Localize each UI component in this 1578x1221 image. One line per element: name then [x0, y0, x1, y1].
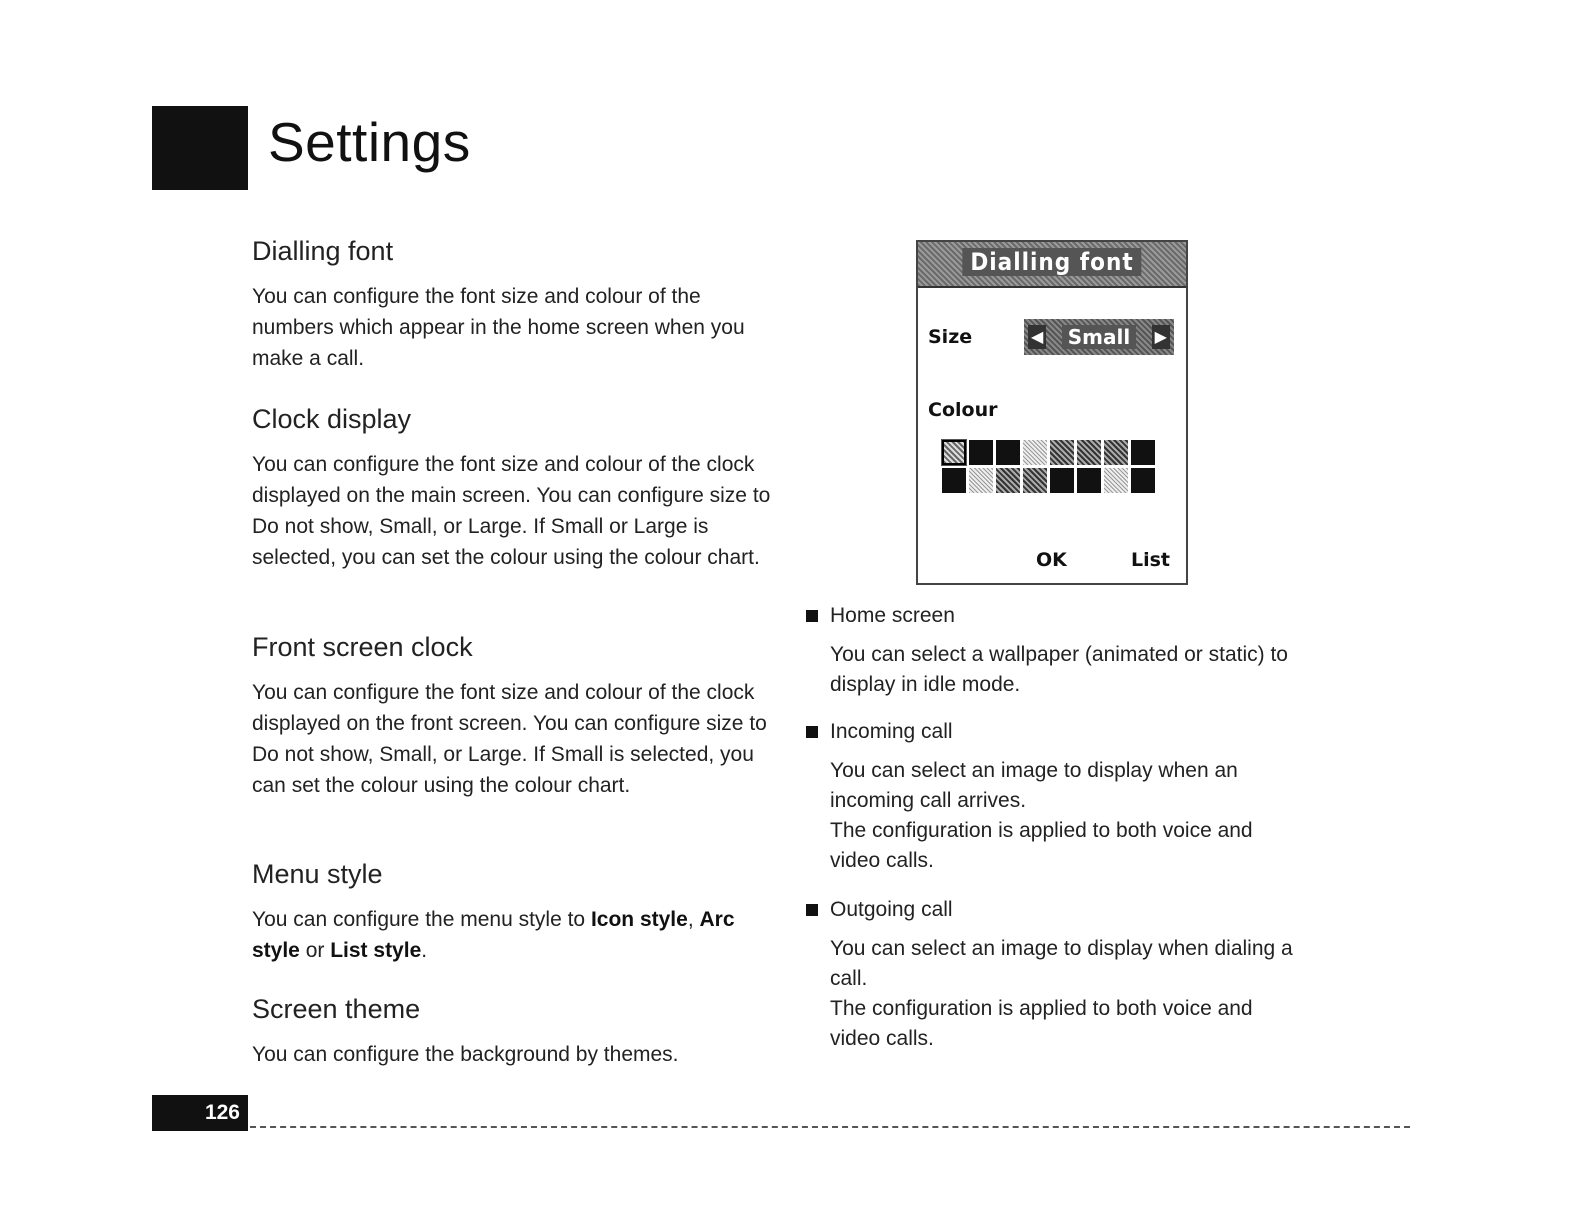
list-item — [806, 604, 1306, 700]
period: . — [421, 939, 428, 962]
softkey-bar — [918, 545, 1186, 575]
bullet-body-line: The configuration is applied to both voice and video calls. — [830, 819, 1253, 872]
bullet-heading-row — [806, 898, 1306, 922]
colour-swatch[interactable] — [942, 468, 966, 493]
body-text: You can configure the menu style to — [252, 908, 591, 931]
chapter-marker-block — [152, 106, 248, 190]
section-title: Front screen clock — [252, 632, 473, 662]
colour-swatch[interactable] — [1104, 440, 1128, 465]
section-body: You can configure the background by themes. — [252, 1043, 679, 1066]
phone-title-bar — [918, 242, 1186, 288]
section-body — [252, 904, 772, 966]
bullet-heading-row — [806, 720, 1306, 744]
section-title: Screen theme — [252, 994, 421, 1024]
colour-swatch[interactable] — [1023, 440, 1047, 465]
list-item — [806, 720, 1306, 876]
phone-title: Dialling font — [962, 248, 1141, 276]
bullet-heading-row — [806, 604, 1306, 628]
section-title: Clock display — [252, 404, 412, 434]
colour-swatch[interactable] — [969, 440, 993, 465]
arc-style-term: Arc style — [252, 908, 735, 962]
section-screen-theme — [252, 994, 679, 1070]
page-number: 126 — [152, 1095, 248, 1131]
size-label: Size — [928, 326, 973, 348]
square-bullet-icon — [806, 726, 818, 738]
section-title: Menu style — [252, 859, 383, 889]
section-front-screen-clock — [252, 632, 772, 801]
colour-swatch[interactable] — [996, 468, 1020, 493]
bullet-body-line: You can select an image to display when dialing a call. — [830, 937, 1293, 990]
icon-style-term: Icon style — [590, 908, 688, 931]
bullet-heading: Home screen — [830, 604, 955, 627]
colour-swatch[interactable] — [1077, 468, 1101, 493]
colour-label: Colour — [928, 399, 998, 421]
colour-swatch[interactable] — [1131, 468, 1155, 493]
page-title: Settings — [268, 111, 471, 173]
colour-swatch[interactable] — [1077, 440, 1101, 465]
colour-chart — [942, 440, 1162, 493]
square-bullet-icon — [806, 610, 818, 622]
colour-swatch[interactable] — [1131, 440, 1155, 465]
chevron-left-icon[interactable]: ◀ — [1028, 325, 1046, 349]
colour-swatch[interactable] — [996, 440, 1020, 465]
bullet-body — [830, 934, 1306, 1054]
list-style-term: List style — [330, 939, 422, 962]
bullet-heading: Outgoing call — [830, 898, 953, 921]
colour-swatch[interactable] — [1050, 468, 1074, 493]
or-text: or — [299, 939, 331, 962]
comma: , — [687, 908, 694, 931]
size-selector[interactable] — [1024, 319, 1174, 355]
chevron-right-icon[interactable]: ▶ — [1152, 325, 1170, 349]
section-body: You can configure the font size and colour of the clock displayed on the front screen. You can configure size to Do not show, Small, or Large. If Small is selected, you can set the colour using the colour chart. — [252, 681, 767, 797]
section-title: Dialling font — [252, 236, 394, 266]
bullet-body: You can select a wallpaper (animated or static) to display in idle mode. — [830, 643, 1288, 696]
size-value: Small — [1062, 325, 1136, 349]
square-bullet-icon — [806, 904, 818, 916]
phone-screenshot — [916, 240, 1188, 585]
bullet-body — [830, 756, 1306, 876]
bullet-heading: Incoming call — [830, 720, 953, 743]
bullet-body-line: The configuration is applied to both voice and video calls. — [830, 997, 1253, 1050]
section-body: You can configure the font size and colour of the clock displayed on the main screen. You can configure size to Do not show, Small, or Large. If Small or Large is selected, you can set the colour using the colour chart. — [252, 453, 771, 569]
section-clock-display — [252, 404, 772, 573]
ok-softkey[interactable]: OK — [1036, 549, 1067, 571]
bullet-body-line: You can select an image to display when an incoming call arrives. — [830, 759, 1238, 812]
list-item — [806, 898, 1306, 1054]
colour-swatch[interactable] — [1104, 468, 1128, 493]
footer-divider — [250, 1126, 1410, 1128]
section-dialling-font — [252, 236, 772, 374]
colour-swatch[interactable] — [1050, 440, 1074, 465]
colour-swatch[interactable] — [942, 440, 966, 465]
colour-swatch[interactable] — [969, 468, 993, 493]
colour-swatch[interactable] — [1023, 468, 1047, 493]
section-body: You can configure the font size and colour of the numbers which appear in the home screen when you make a call. — [252, 285, 745, 370]
section-menu-style — [252, 859, 772, 966]
list-softkey[interactable]: List — [1130, 549, 1170, 571]
